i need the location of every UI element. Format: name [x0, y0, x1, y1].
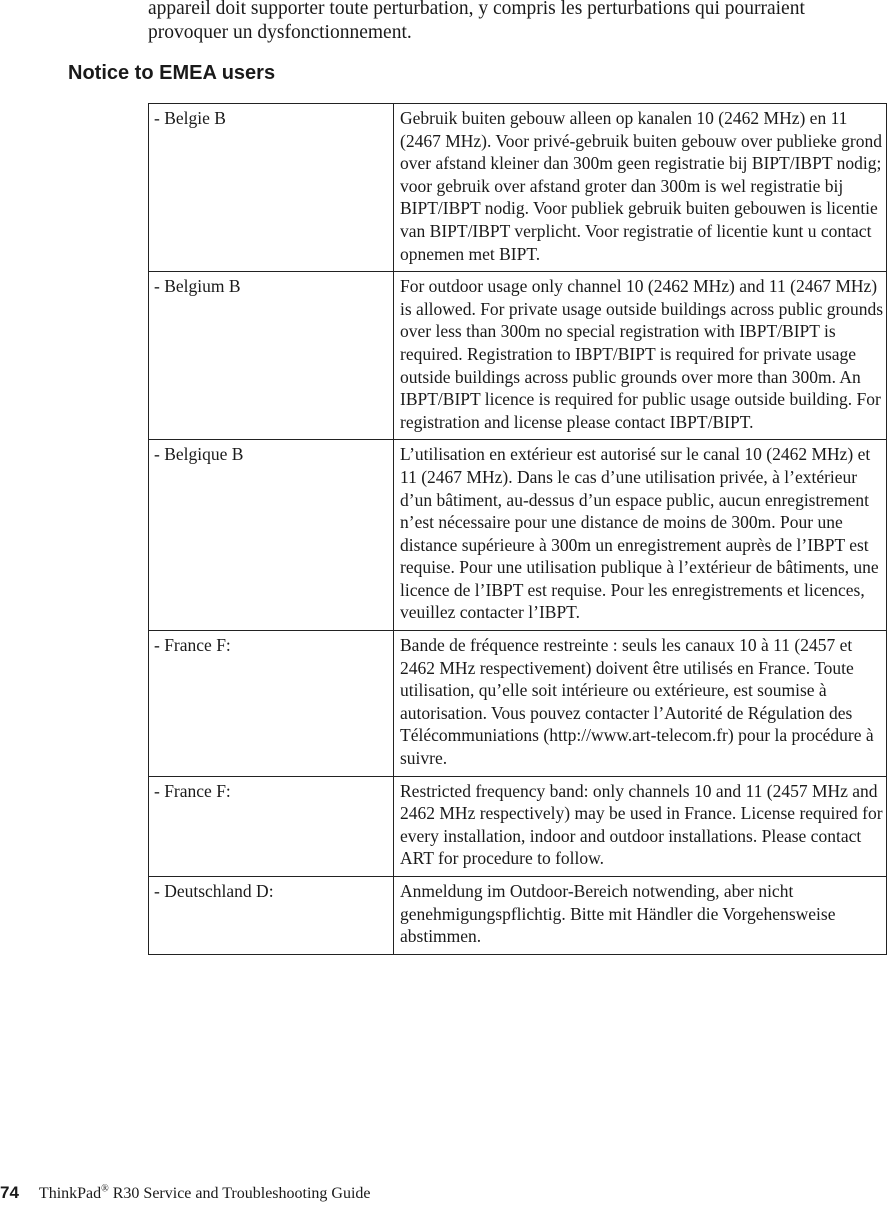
country-cell: - Belgie B — [149, 104, 394, 272]
notice-text-cell: For outdoor usage only channel 10 (2462 MHz) and 11 (2467 MHz) is allowed. For private usage outside buildings across public grounds over less than 300m no special registration with IBPT/BIPT is required. Registration to IBPT/BIPT is required for private usage outside buildings across public grounds over more than 300m. An IBPT/BIPT licence is required for public usage outside building. For registration and license please contact IBPT/BIPT. — [394, 272, 887, 440]
emea-notice-table — [148, 103, 887, 955]
registered-mark: ® — [101, 1183, 109, 1195]
section-heading: Notice to EMEA users — [68, 62, 276, 84]
intro-paragraph: appareil doit supporter toute perturbation, y compris les perturbations qui pourraient provoquer un dysfonctionnement. — [148, 0, 805, 43]
notice-text-cell: Anmeldung im Outdoor-Bereich notwending, aber nicht genehmigungspflichtig. Bitte mit Händler die Vorgehensweise abstimmen. — [394, 877, 887, 955]
table-row — [149, 877, 887, 955]
country-cell: - Belgium B — [149, 272, 394, 440]
country-cell: - Belgique B — [149, 440, 394, 631]
page-number: 74 — [0, 1183, 19, 1202]
country-cell: - France F: — [149, 631, 394, 777]
footer-title-suffix: R30 Service and Troubleshooting Guide — [108, 1185, 371, 1202]
page-footer — [0, 1182, 371, 1205]
footer-title-prefix: ThinkPad — [38, 1185, 102, 1202]
notice-text-cell: Bande de fréquence restreinte : seuls les canaux 10 à 11 (2457 et 2462 MHz respectivement) doivent être utilisés en France. Toute utilisation, qu’elle soit intérieure ou extérieure, est soumise à autorisation. Vous pouvez contacter l’Autorité de Régulation des Télécommuniations (http://www.art-telecom.fr) pour la procédure à suivre. — [394, 631, 887, 777]
notice-text-cell: Gebruik buiten gebouw alleen op kanalen 10 (2462 MHz) en 11 (2467 MHz). Voor privé-gebruik buiten gebouw over publieke grond over afstand kleiner dan 300m geen registratie bij BIPT/IBPT nodig; voor gebruik over afstand groter dan 300m is wel registratie bij BIPT/IBPT nodig. Voor publiek gebruik buiten gebouwen is licentie van BIPT/IBPT verplicht. Voor registratie of licentie kunt u contact opnemen met BIPT. — [394, 104, 887, 272]
country-cell: - Deutschland D: — [149, 877, 394, 955]
table-row — [149, 440, 887, 631]
table-row — [149, 104, 887, 272]
country-cell: - France F: — [149, 776, 394, 876]
table-row — [149, 272, 887, 440]
notice-text-cell: Restricted frequency band: only channels 10 and 11 (2457 MHz and 2462 MHz respectively) may be used in France. License required for every installation, indoor and outdoor installations. Please contact ART for procedure to follow. — [394, 776, 887, 876]
notice-text-cell: L’utilisation en extérieur est autorisé sur le canal 10 (2462 MHz) et 11 (2467 MHz). Dans le cas d’une utilisation privée, à l’extérieur d’un bâtiment, au-dessus d’un espace public, aucun enregistrement n’est nécessaire pour une distance de moins de 300m. Pour une distance supérieure à 300m un enregistrement auprès de l’IBPT est requise. Pour une utilisation publique à l’extérieur de bâtiments, une licence de l’IBPT est requise. Pour les enregistrements et licences, veuillez contacter l’IBPT. — [394, 440, 887, 631]
table-row — [149, 631, 887, 777]
table-row — [149, 776, 887, 876]
